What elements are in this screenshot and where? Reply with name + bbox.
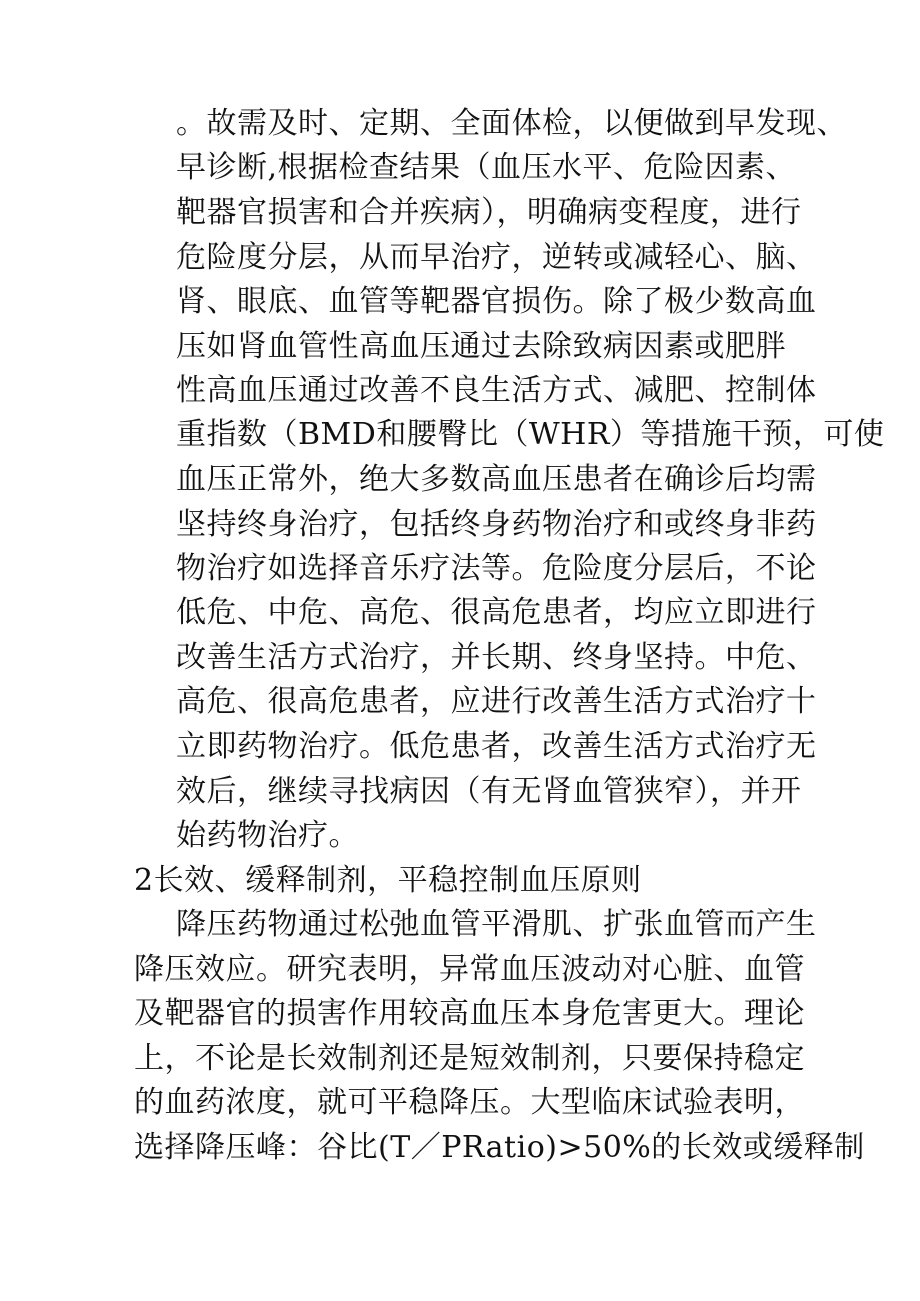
text-line: 靶器官损害和合并疾病），明确病变程度，进行 — [176, 195, 802, 230]
text-line: 血压正常外，绝大多数高血压患者在确诊后均需 — [176, 462, 817, 497]
section-heading: 2长效、缓释制剂，平稳控制血压原则 — [134, 863, 642, 898]
text-line: 早诊断,根据检查结果（血压水平、危险因素、 — [176, 150, 797, 185]
text-line: 选择降压峰：谷比(T／PRatio)>50%的长效或缓释制 — [134, 1130, 865, 1165]
text-line: 改善生活方式治疗，并长期、终身坚持。中危、 — [176, 640, 817, 675]
text-line: 降压效应。研究表明，异常血压波动对心脏、血管 — [134, 952, 805, 987]
text-line: 低危、中危、高危、很高危患者，均应立即进行 — [176, 595, 817, 630]
text-line: 上，不论是长效制剂还是短效制剂，只要保持稳定 — [134, 1041, 805, 1076]
text-line: 高危、很高危患者，应进行改善生活方式治疗十 — [176, 684, 817, 719]
text-line: 性高血压通过改善不良生活方式、减肥、控制体 — [176, 373, 817, 408]
text-line: 物治疗如选择音乐疗法等。危险度分层后，不论 — [176, 551, 817, 586]
text-line: 降压药物通过松弛血管平滑肌、扩张血管而产生 — [176, 907, 817, 942]
text-line: 及靶器官的损害作用较高血压本身危害更大。理论 — [134, 996, 805, 1031]
text-line: 。故需及时、定期、全面体检，以便做到早发现、 — [176, 106, 847, 141]
text-line: 始药物治疗。 — [176, 818, 359, 853]
text-line: 危险度分层，从而早治疗，逆转或减轻心、脑、 — [176, 240, 817, 275]
text-line: 的血药浓度，就可平稳降压。大型临床试验表明， — [134, 1085, 805, 1120]
text-line: 重指数（BMD和腰臀比（WHR）等措施干预，可使 — [176, 417, 885, 452]
text-line: 立即药物治疗。低危患者，改善生活方式治疗无 — [176, 729, 817, 764]
text-line: 肾、眼底、血管等靶器官损伤。除了极少数高血 — [176, 284, 817, 319]
text-line: 坚持终身治疗，包括终身药物治疗和或终身非药 — [176, 507, 817, 542]
text-line: 压如肾血管性高血压通过去除致病因素或肥胖 — [176, 329, 786, 364]
text-line: 效后，继续寻找病因（有无肾血管狭窄），并开 — [176, 774, 802, 809]
